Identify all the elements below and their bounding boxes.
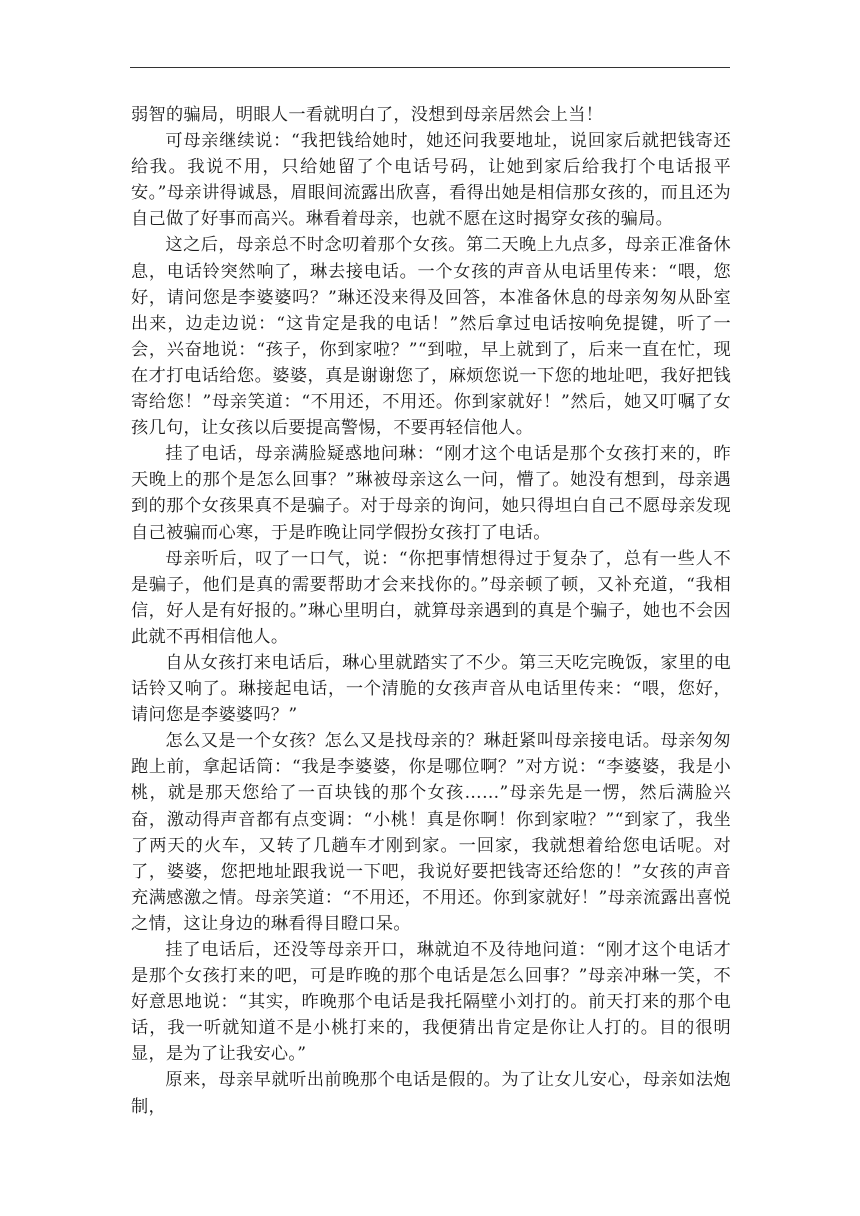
paragraph-6: 自从女孩打来电话后，琳心里就踏实了不少。第三天吃完晚饭，家里的电话铃又响了。琳接起电话，一个清脆的女孩声音从电话里传来：“喂，您好，请问您是李婆婆吗？” xyxy=(131,652,731,726)
paragraph-1: 弱智的骗局，明眼人一看就明白了，没想到母亲居然会上当！ xyxy=(131,105,604,125)
header-rule xyxy=(130,67,730,68)
paragraph-4: 挂了电话，母亲满脸疑惑地问琳：“刚才这个电话是那个女孩打来的，昨天晚上的那个是怎么回事？”琳被母亲这么一问，懵了。她没有想到，母亲遇到的那个女孩果真不是骗子。对于母亲的询问，她只得坦白自己不愿母亲发现自己被骗而心寒，于是昨晚让同学假扮女孩打了电话。 xyxy=(131,444,731,543)
paragraph-5: 母亲听后，叹了一口气，说：“你把事情想得过于复杂了，总有一些人不是骗子，他们是真的需要帮助才会来找你的。”母亲顿了顿，又补充道，“我相信，好人是有好报的。”琳心里明白，就算母亲遇到的真是个骗子，她也不会因此就不再相信他人。 xyxy=(131,548,731,647)
paragraph-7: 怎么又是一个女孩？怎么又是找母亲的？琳赶紧叫母亲接电话。母亲匆匆跑上前，拿起话筒：“我是李婆婆，你是哪位啊？”对方说：“李婆婆，我是小桃，就是那天您给了一百块钱的那个女孩……”母亲先是一愣，然后满脸兴奋，激动得声音都有点变调：“小桃！真是你啊！你到家啦？”“到家了，我坐了两天的火车，又转了几趟车才刚到家。一回家，我就想着给您电话呢。对了，婆婆，您把地址跟我说一下吧，我说好要把钱寄还给您的！”女孩的声音充满感激之情。母亲笑道：“不用还，不用还。你到家就好！”母亲流露出喜悦之情，这让身边的琳看得目瞪口呆。 xyxy=(131,731,731,934)
paragraph-8: 挂了电话后，还没等母亲开口，琳就迫不及待地问道：“刚才这个电话才是那个女孩打来的吧，可是昨晚的那个电话是怎么回事？”母亲冲琳一笑，不好意思地说：“其实，昨晚那个电话是我托隔壁小刘打的。前天打来的那个电话，我一听就知道不是小桃打来的，我便猜出肯定是你让人打的。目的很明显，是为了让我安心。” xyxy=(131,940,731,1065)
paragraph-2: 可母亲继续说：“我把钱给她时，她还问我要地址，说回家后就把钱寄还给我。我说不用，只给她留了个电话号码，让她到家后给我打个电话报平安。”母亲讲得诚恳，眉眼间流露出欣喜，看得出她是相信那女孩的，而且还为自己做了好事而高兴。琳看着母亲，也就不愿在这时揭穿女孩的骗局。 xyxy=(131,131,731,230)
paragraph-3: 这之后，母亲总不时念叨着那个女孩。第二天晚上九点多，母亲正准备休息，电话铃突然响了，琳去接电话。一个女孩的声音从电话里传来：“喂，您好，请问您是李婆婆吗？”琳还没来得及回答，本准备休息的母亲匆匆从卧室出来，边走边说：“这肯定是我的电话！”然后拿过电话按响免提键，听了一会，兴奋地说：“孩子，你到家啦？”“到啦，早上就到了，后来一直在忙，现在才打电话给您。婆婆，真是谢谢您了，麻烦您说一下您的地址吧，我好把钱寄给您！”母亲笑道：“不用还，不用还。你到家就好！”然后，她又叮嘱了女孩几句，让女孩以后要提高警惕，不要再轻信他人。 xyxy=(131,235,731,439)
paragraph-9: 原来，母亲早就听出前晚那个电话是假的。为了让女儿安心，母亲如法炮制， xyxy=(131,1070,731,1117)
article-body xyxy=(131,102,731,1120)
